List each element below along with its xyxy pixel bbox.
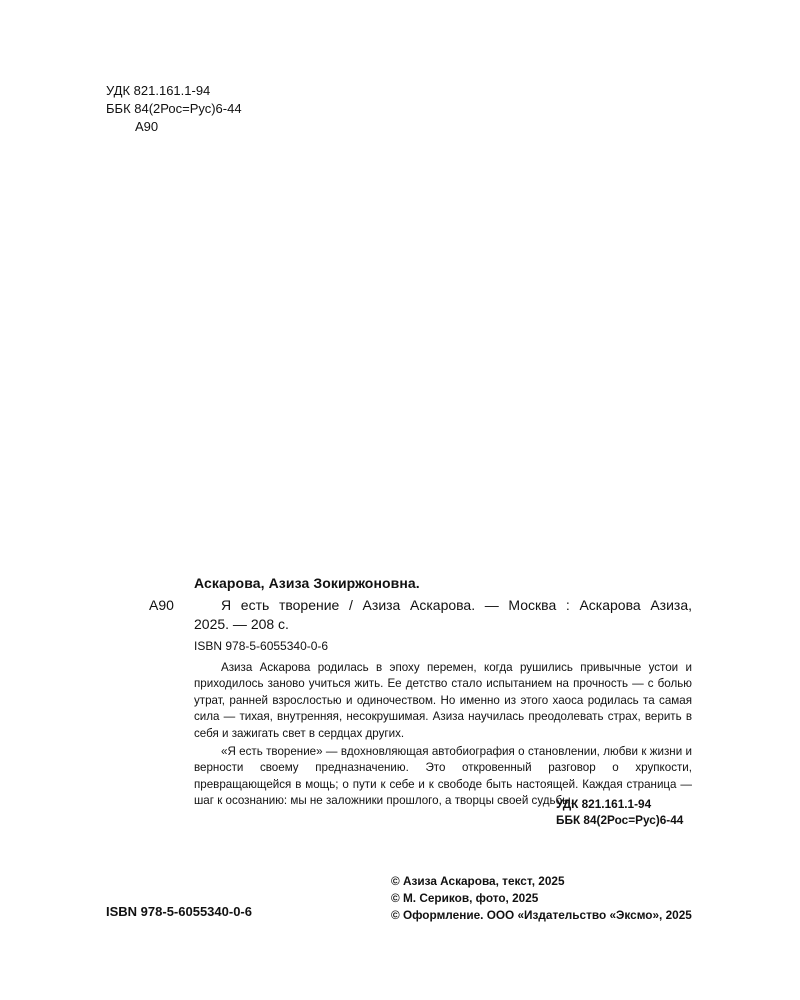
copyright-block: [391, 873, 692, 924]
record-title-line-2: 2025. — 208 с.: [194, 616, 289, 632]
annotation-block: [194, 660, 692, 810]
header-bbk-code: ББК 84(2Рос=Рус)6-44: [106, 101, 242, 116]
record-author: Аскарова, Азиза Зокиржоновна.: [194, 575, 420, 591]
record-title-block: [194, 596, 692, 634]
footer-isbn: ISBN 978-5-6055340-0-6: [106, 904, 252, 919]
classification-udk-code: УДК 821.161.1-94: [556, 797, 652, 811]
copyright-photo-line: © М. Сериков, фото, 2025: [391, 891, 539, 905]
copyright-text-line: © Азиза Аскарова, текст, 2025: [391, 874, 565, 888]
record-title-line-1: Я есть творение / Азиза Аскарова. — Москва : Аскарова Азиза,: [221, 597, 692, 613]
annotation-paragraph-2: «Я есть творение» — вдохновляющая автобиография о становлении, любви к жизни и верности своему предназначению. Это откровенный разговор о хрупкости, превращающейся в мощь; о пути к себе и к свободе быть настоящей. Каждая страница — шаг к осознанию: мы не заложники прошлого, а творцы своей судьбы.: [194, 745, 692, 808]
classification-bbk-code: ББК 84(2Рос=Рус)6-44: [556, 813, 684, 827]
record-isbn: ISBN 978-5-6055340-0-6: [194, 639, 329, 653]
header-classification-block: [106, 82, 242, 136]
classification-block: [556, 796, 683, 828]
record-author-mark: А90: [149, 597, 174, 613]
annotation-paragraph-1: Азиза Аскарова родилась в эпоху перемен, когда рушились привычные устои и приходилось заново учиться жить. Ее детство стало испытанием на прочность — с болью утрат, ранней взрослостью и одиночеством. Но именно из этого хаоса родилась та самая сила — тихая, внутренняя, несокрушимая. Азиза научилась преодолевать страх, верить в себя и зажигать свет в сердцах других.: [194, 661, 692, 740]
header-author-mark: А90: [135, 119, 159, 134]
header-udk-code: УДК 821.161.1-94: [106, 83, 211, 98]
copyright-design-line: © Оформление. ООО «Издательство «Эксмо», 2025: [391, 908, 692, 922]
